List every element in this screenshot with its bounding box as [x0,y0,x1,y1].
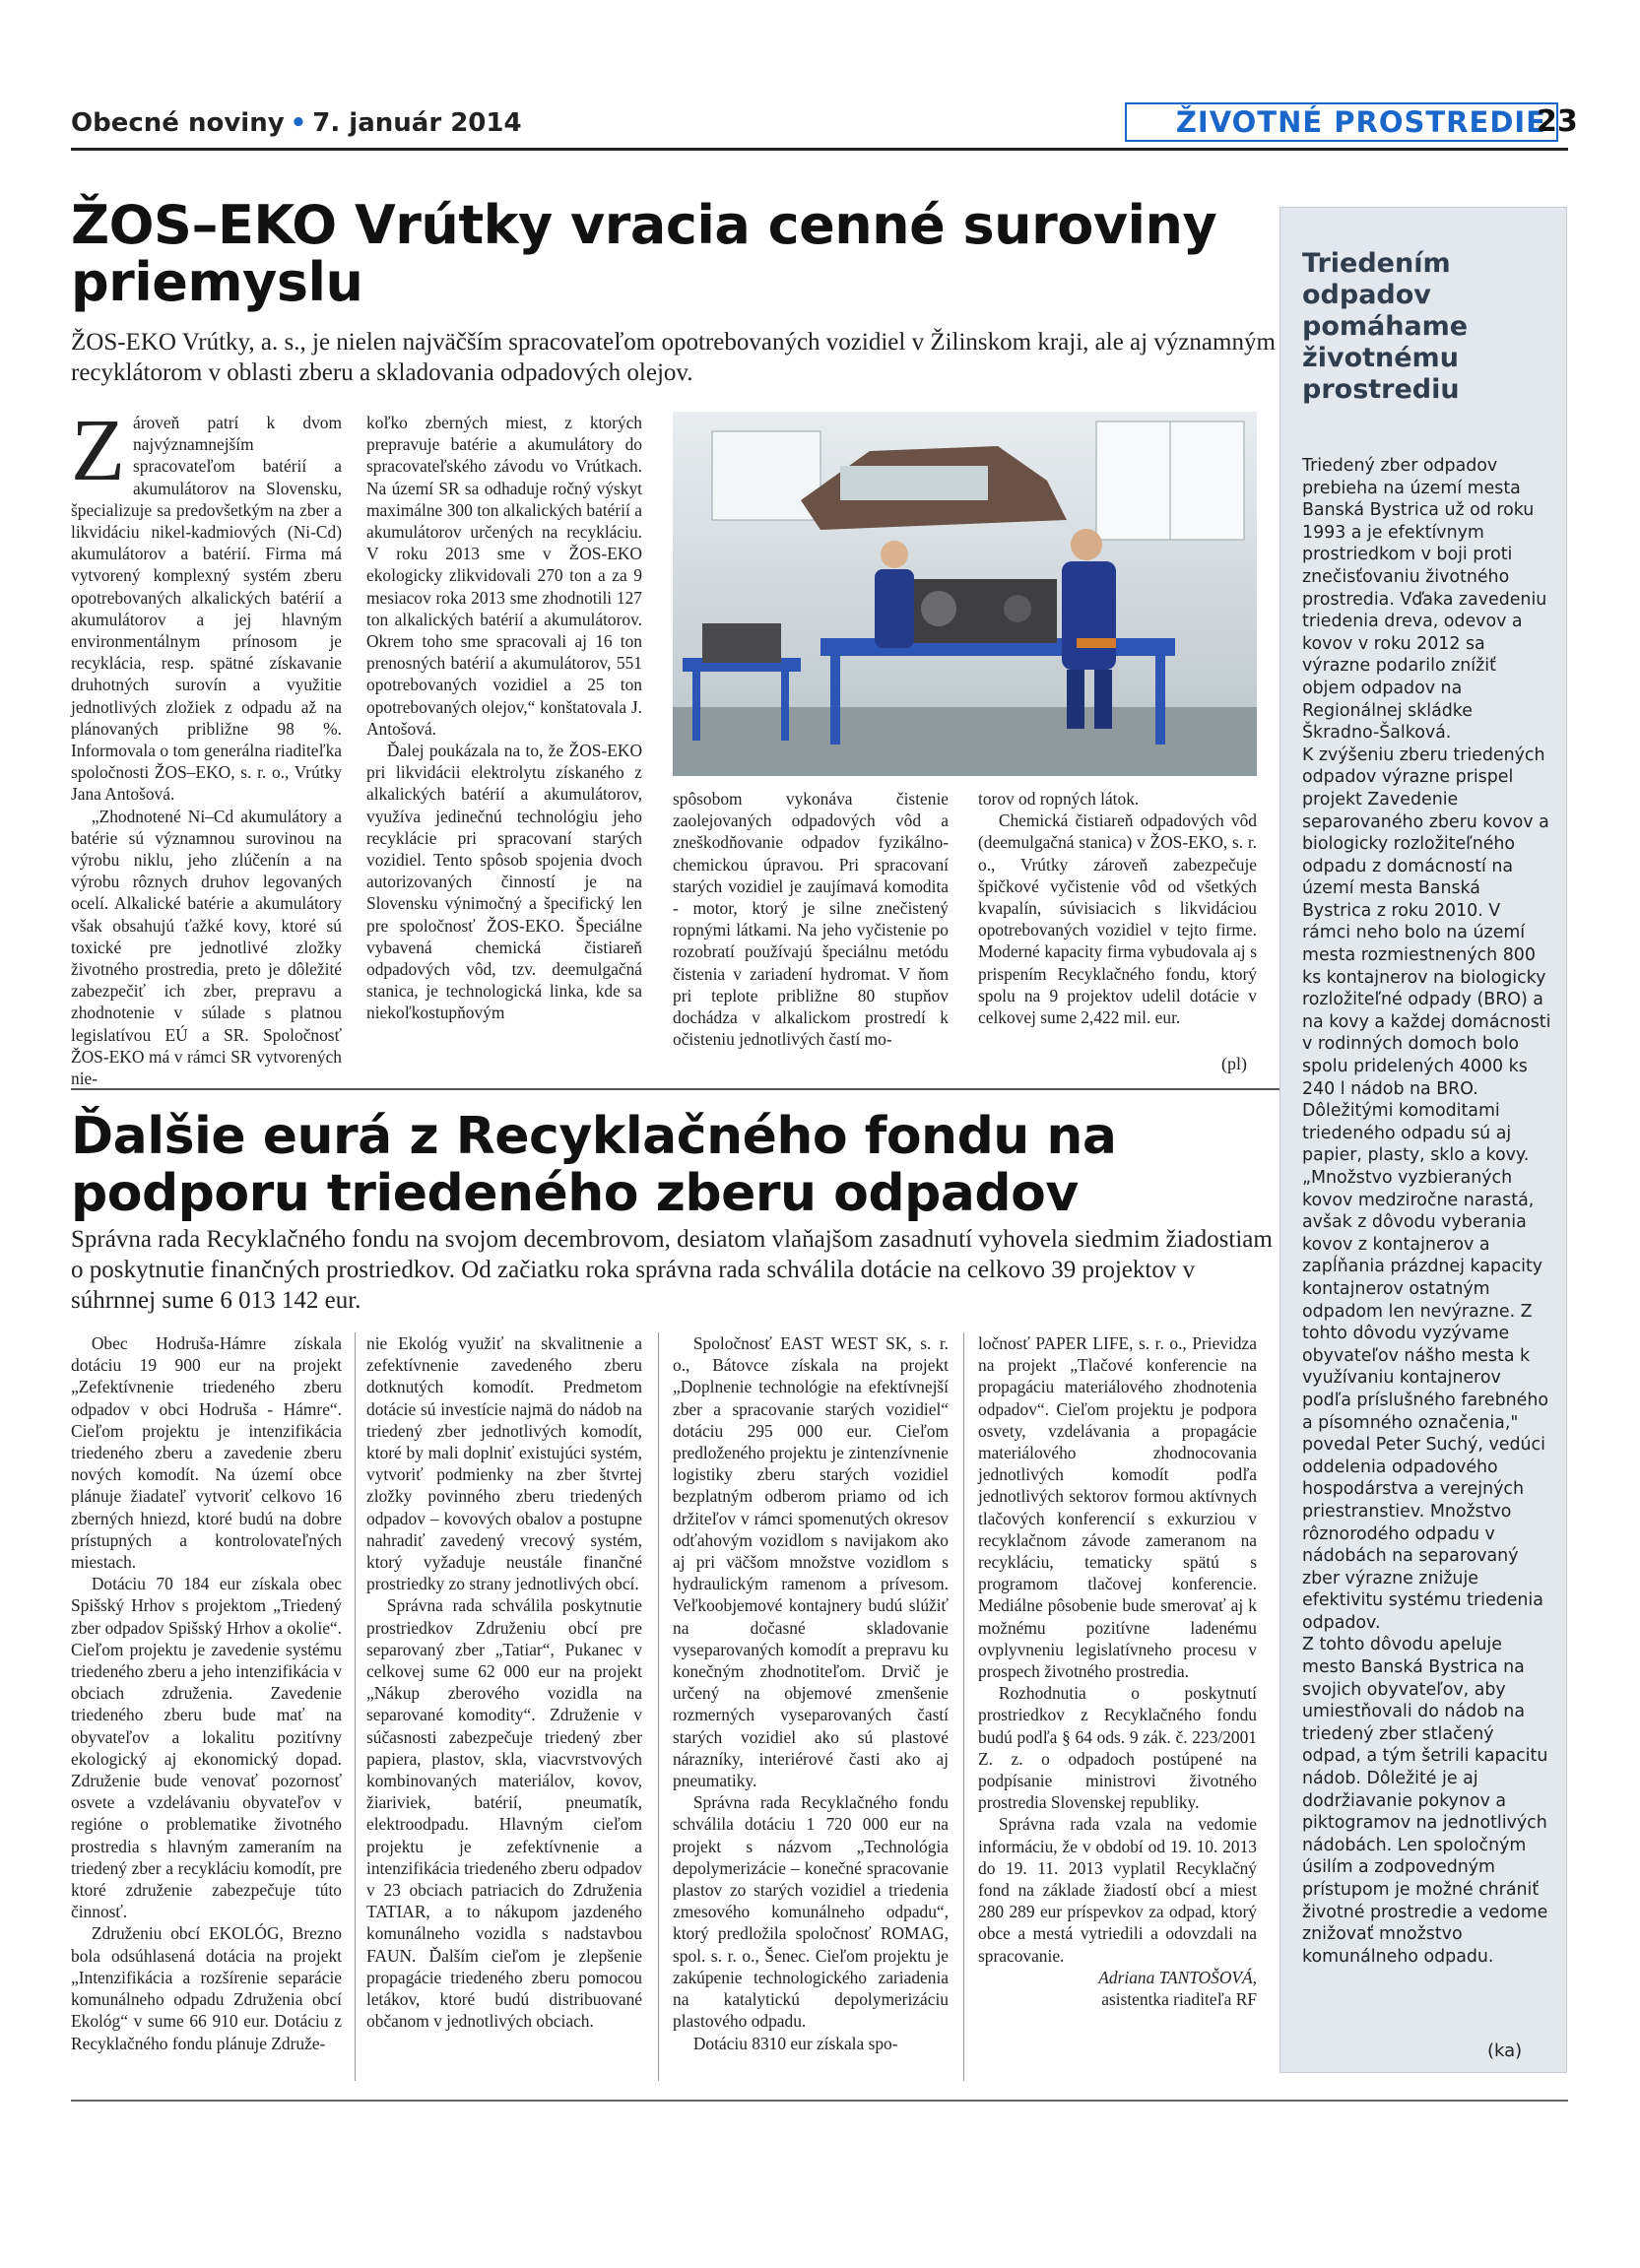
issue-date: 7. január 2014 [312,108,522,138]
workshop-photo-image [673,412,1257,776]
column-divider [658,1332,659,2081]
article1-paragraph: Chemická čistiareň odpadových vôd (deemulgačná stanica) v ŽOS-EKO, s. r. o., Vrútky zároveň zabezpečuje špičkové vyčistenie vôd od všetkých kvapalín, súvisiacich s likvidáciou opotrebovaných vozidiel v tejto firme. Moderné kapacity firma vybudovala aj s prispením Recyklačného fondu, ktorý spolu na 9 projektov udelil dotácie v celkovej sume 2,422 mil. eur. [978,810,1257,1028]
article2-paragraph: Dotáciu 8310 eur získala spo- [692,2033,898,2053]
article1-column-2 [366,412,642,1071]
article2-paragraph: Obec Hodruša-Hámre získala dotáciu 19 900 eur na projekt „Zefektívnenie triedeného zberu odpadov v obci Hodruša - Hámre“. Cieľom projektu je intenzifikácia triedeného zberu a zavedenie zberu nových komodít. Na území obce plánuje žiadateľ vytvoriť celkovo 16 zberných hniezd, ktoré budú na dobre prístupných a kontrolovateľných miestach. [71,1333,342,1573]
article1-paragraph: koľko zberných miest, z ktorých prepravuje batérie a akumulátory do spracovateľského závodu vo Vrútkach. Na území SR sa odhaduje ročný výskyt maximálne 300 ton alkalických batérií a akumulátorov určených na recykláciu. V roku 2013 sme v ŽOS-EKO ekologicky zlikvidovali 270 ton a za 9 mesiacov roka 2013 sme zhodnotili 127 ton alkalických batérií a akumulátorov. Okrem toho sme spracovali aj 16 ton prenosných batérií a akumulátorov, 551 opotrebovaných vozidiel a 25 ton opotrebovaných olejov,“ konštatovala J. Antošová. [366,413,642,739]
sidebar-body [1302,455,1553,1968]
article1-signature: (pl) [1221,1054,1247,1073]
article2-paragraph: Správna rada schválila poskytnutie prostriedkov Združeniu obcí pre separovaný zber „Tatiar“, Pukanec v celkovej sume 62 000 eur na projekt „Nákup zberového vozidla na separované komodity“. Združenie v súčasnosti zabezpečuje triedený zber papiera, plastov, skla, viacvrstvových kombinovaných materiálov, kovov, žiariviek, batérií, pneumatík, elektroodpadu. Hlavným cieľom projektu je zefektívnenie a intenzifikácia triedeného zberu odpadov v 23 obciach patriacich do Združenia TATIAR, a to nákupom jazdeného komunálneho vozidla s nadstavbou FAUN. Ďalším cieľom je zlepšenie propagácie triedeného zberu pomocou letákov, ktoré budú distribuované občanom v jednotlivých obciach. [366,1595,642,2032]
article2-lead: Správna rada Recyklačného fondu na svojom decembrovom, desiatom vlaňajšom zasadnutí vyhovela siedmim žiadostiam o poskytnutie finančných prostriedkov. Od začiatku roka správna rada schválila dotácie na celkovo 39 projektov v súhrnnej sume 6 013 142 eur. [71,1226,1273,1314]
article1-paragraph: spôsobom vykonáva čistenie zaolejovaných odpadových vôd a zneškodňovanie odpadov fyzikálno-chemickou úpravou. Pri spracovaní starých vozidiel je zaujímavá komodita - motor, ktorý je silne znečistený ropnými látkami. Na jeho vyčistenie po rozobratí používajú špeciálnu metódu čistenia v zariadení hydromat. V ňom pri teplote približne 80 stupňov dochádza v alkalickom prostredí k očisteniu jednotlivých častí mo- [673,789,949,1050]
article1-paragraph: „Zhodnotené Ni–Cd akumulátory a batérie sú významnou surovinou na výrobu niklu, jeho zlúčenín a na výrobu rôznych druhov legovaných ocelí. Alkalické batérie a akumulátory však obsahujú ťažké kovy, ktoré sú toxické pre jednotlivé zložky životného prostredia, preto je dôležité zabezpečiť ich zber, prepravu a zhodnotenie v súlade s platnou legislatívou EÚ a SR. Spoločnosť ŽOS-EKO má v rámci SR vytvorených nie- [71,806,342,1089]
article2-paragraph: Správna rada Recyklačného fondu schválila dotáciu 1 720 000 eur na projekt s názvom „Technológia depolymerizácie – konečné spracovanie plastov zo starých vozidiel a triedenia zmesového komunálneho odpadu“, ktorý predložila spoločnosť ROMAG, spol. s. r. o., Šenec. Cieľom projektu je zakúpenie technologického zariadenia na katalytickú depolymerizáciu plastového odpadu. [673,1792,949,2032]
masthead [71,108,522,138]
footer-divider [71,2100,1568,2102]
article2-paragraph: Rozhodnutia o poskytnutí prostriedkov z Recyklačného fondu budú podľa § 64 ods. 9 zák. č. 223/2001 Z. z. o odpadoch postúpené na podpísanie ministrovi životného prostredia Slovenskej republiky. [978,1683,1257,1813]
article1-lead: ŽOS-EKO Vrútky, a. s., je nielen najväčším spracovateľom opotrebovaných vozidiel v Žilinskom kraji, ale aj významným recyklátorom v oblasti zberu a skladovania odpadových olejov. [71,329,1276,386]
column-divider [355,1332,356,2081]
workshop-photo [673,412,1257,776]
article2-paragraph: Správna rada vzala na vedomie informáciu, že v období od 19. 10. 2013 do 19. 11. 2013 vyplatil Recyklačný fond na základe žiadostí obcí a miest 280 289 eur príspevkov za odpad, ktorý obce a mestá vytriedili a odovzdali na spracovanie. [978,1814,1257,1966]
article2-column-3 [673,1332,949,2081]
article2-paragraph: ločnosť PAPER LIFE, s. r. o., Prievidza na projekt „Tlačové konferencie na propagáciu materiálového zhodnotenia odpadov“. Cieľom projektu je podpora osvety, vzdelávania a propagácie materiálového zhodnocovania jednotlivých komodít podľa jednotlivých sektorov formou aktívnych tlačových konferencií s exkurziou v recyklačnom závode zameranom na recykláciu, tematicky spätú s programom tlačovej konferencie. Mediálne pôsobenie bude smerovať aj k možnému pozitívne ladenému ovplyvneniu legislatívneho procesu v prospech životného prostredia. [978,1333,1257,1682]
sidebar-paragraph: Triedený zber odpadov prebieha na území mesta Banská Bystrica už od roku 1993 a je efektívnym prostriedkom v boji proti znečisťovaniu životného prostredia. Vďaka zavedeniu triedenia dreva, odevov a kovov v roku 2012 sa výrazne podarilo znížiť objem odpadov na Regionálnej skládke Škradno-Šalková. [1302,456,1547,744]
section-label: ŽIVOTNÉ PROSTREDIE [1125,102,1558,142]
article2-column-2 [366,1332,642,2081]
sidebar-title: Triedením odpadov pomáhame životnému prostrediu [1302,248,1469,405]
article1-paragraph: torov od ropných látok. [978,789,1140,809]
article2-paragraph: Spoločnosť EAST WEST SK, s. r. o., Bátovce získala na projekt „Doplnenie technológie na efektívnejší zber a spracovanie starých vozidiel“ dotáciu 295 000 eur. Cieľom predloženého projektu je zintenzívnenie logistiky zberu starých vozidiel bezplatným odberom priamo od ich držiteľov v rámci spomenutých okresov odťahovým vozidlom s navijakom ako aj pri väčšom množstve vozidlom s hydraulickým ramenom a prívesom. Veľkoobjemové kontajnery budú slúžiť na dočasné skladovanie vyseparovaných komodít a prepravu ku konečným zhodnotiteľom. Drvič je určený na objemové zmenšenie rozmerných vyseparovaných častí starých vozidiel ako sú plastové nárazníky, interiérové časti ako aj pneumatiky. [673,1333,949,1791]
article1-title: ŽOS–EKO Vrútky vracia cenné suroviny priemyslu [71,194,1217,313]
page-number: 23 [1537,104,1578,139]
article2-paragraph: Dotáciu 70 184 eur získala obec Spišský Hrhov s projektom „Triedený zber odpadov Spišský Hrhov a okolie“. Cieľom projektu je zavedenie systému triedeného zberu a jeho intenzifikácia v obciach združenia. Zavedenie triedeného zberu bude mať na obyvateľov a lokalitu pozitívny ekologický aj ekonomický dopad. Združenie bude venovať pozornosť osvete a vzdelávaniu obyvateľov v regióne o problematike životného prostredia s hlavným zameraním na triedený zber a recykláciu komodít, pre ktoré združenie zabezpečuje túto činnosť. [71,1574,342,1922]
sidebar-paragraph: Z tohto dôvodu apeluje mesto Banská Bystrica na svojich obyvateľov, aby umiestňovali do nádob na triedený zber stlačený odpad, a tým šetrili kapacitu nádob. Dôležité je aj dodržiavanie pokynov a piktogramov na jednotlivých nádobách. Len spoločným úsilím a zodpovedným prístupom je možné chrániť životné prostredie a vedome znižovať množstvo komunálneho odpadu. [1302,1635,1548,1967]
article1-paragraph: ároveň patrí k dvom najvýznamnejším spracovateľom batérií a akumulátorov na Slovensku, špecializuje sa predovšetkým na zber a likvidáciu nikel-kadmiových (Ni-Cd) akumulátorov a batérií. Firma má vytvorený komplexný systém zberu opotrebovaných alkalických batérií a akumulátorov a jej hlavným environmentálnym prínosom je recyklácia, resp. spätné získavanie druhotných surovín a využitie jednotlivých zložiek z odpadu až na plánovaných približne 98 %. Informovala o tom generálna riaditeľka spoločnosti ŽOS–EKO, s. r. o., Vrútky Jana Antošová. [71,413,342,805]
sidebar-paragraph: K zvýšeniu zberu triedených odpadov výrazne prispel projekt Zavedenie separovaného zberu kovov a biologicky rozložiteľného odpadu z domácností na území mesta Banská Bystrica z roku 2010. V rámci neho bolo na území mesta rozmiestnených 800 ks kontajnerov na biologicky rozložiteľné odpady (BRO) a na kovy a každej domácnosti v rodinných domoch bolo spolu pridelených 4000 ks 240 l nádob na BRO. Dôležitými komoditami triedeného odpadu sú aj papier, plasty, sklo a kovy. „Množstvo vyzbieraných kovov medziročne narastá, avšak z dôvodu vyberania kovov z kontajnerov a zapĺňania prázdnej kapacity kontajnerov ostatným odpadom len nevýrazne. Z tohto dôvodu vyzývame obyvateľov nášho mesta k využívaniu kontajnerov podľa príslušného farebného a písomného označenia," povedal Peter Suchý, vedúci oddelenia odpadového hospodárstva a verejných priestranstiev. Množstvo rôznorodého odpadu v nádobách na separovaný zber výrazne znižuje efektivitu systému triedenia odpadov. [1302,745,1551,1633]
column-divider [963,1332,964,2081]
author-role: asistentka riaditeľa RF [1101,1989,1257,2010]
bullet-icon: • [290,108,307,138]
header-divider [71,148,1568,151]
article-divider [71,1088,1282,1090]
article2-title: Ďalšie eurá z Recyklačného fondu na podporu triedeného zberu odpadov [71,1107,1117,1223]
article2-paragraph: nie Ekológ využiť na skvalitnenie a zefektívnenie zavedeného zberu dotknutých komodít. Predmetom dotácie sú investície najmä do nádob na triedený zber jednotlivých komodít, ktoré by mali doplniť existujúci systém, vytvoriť podmienky na zber štvrtej zložky povinného zberu triedených odpadov – kovových obalov a postupne nahradiť zavedený vrecový systém, ktorý vyžaduje neustále finančné prostriedky zo strany jednotlivých obcí. [366,1333,642,1594]
article1-column-3 [673,788,949,1073]
publication-name: Obecné noviny [71,108,285,138]
article2-column-1 [71,1332,342,2081]
page-header [71,98,1578,150]
dropcap: Z [71,402,125,499]
article2-paragraph: Združeniu obcí EKOLÓG, Brezno bola odsúhlasená dotácia na projekt „Intenzifikácia a rozšírenie separácie komunálneho odpadu Združenia obcí Ekológ“ v sume 66 910 eur. Dotáciu z Recyklačného fondu plánuje Združe- [71,1923,342,2053]
article1-column-4 [978,788,1257,1073]
author-name: Adriana TANTOŠOVÁ, [1098,1967,1257,1987]
article2-column-4 [978,1332,1257,2081]
article1-column-1 [71,402,342,1089]
sidebar-signature: (ka) [1487,2041,1523,2061]
article1-paragraph: Ďalej poukázala na to, že ŽOS-EKO pri likvidácii elektrolytu získaného z alkalických batérií a akumulátorov, využíva jedinečnú technológiu jeho recyklácie pri spracovaní starých vozidiel. Tento spôsob spojenia dvoch autorizovaných činností je na Slovensku výnimočný a špecifický len pre spoločnosť ŽOS-EKO. Špeciálne vybavená chemická čistiareň odpadových vôd, tzv. deemulgačná stanica, je technologická linka, kde sa niekoľkostupňovým [366,741,642,1023]
